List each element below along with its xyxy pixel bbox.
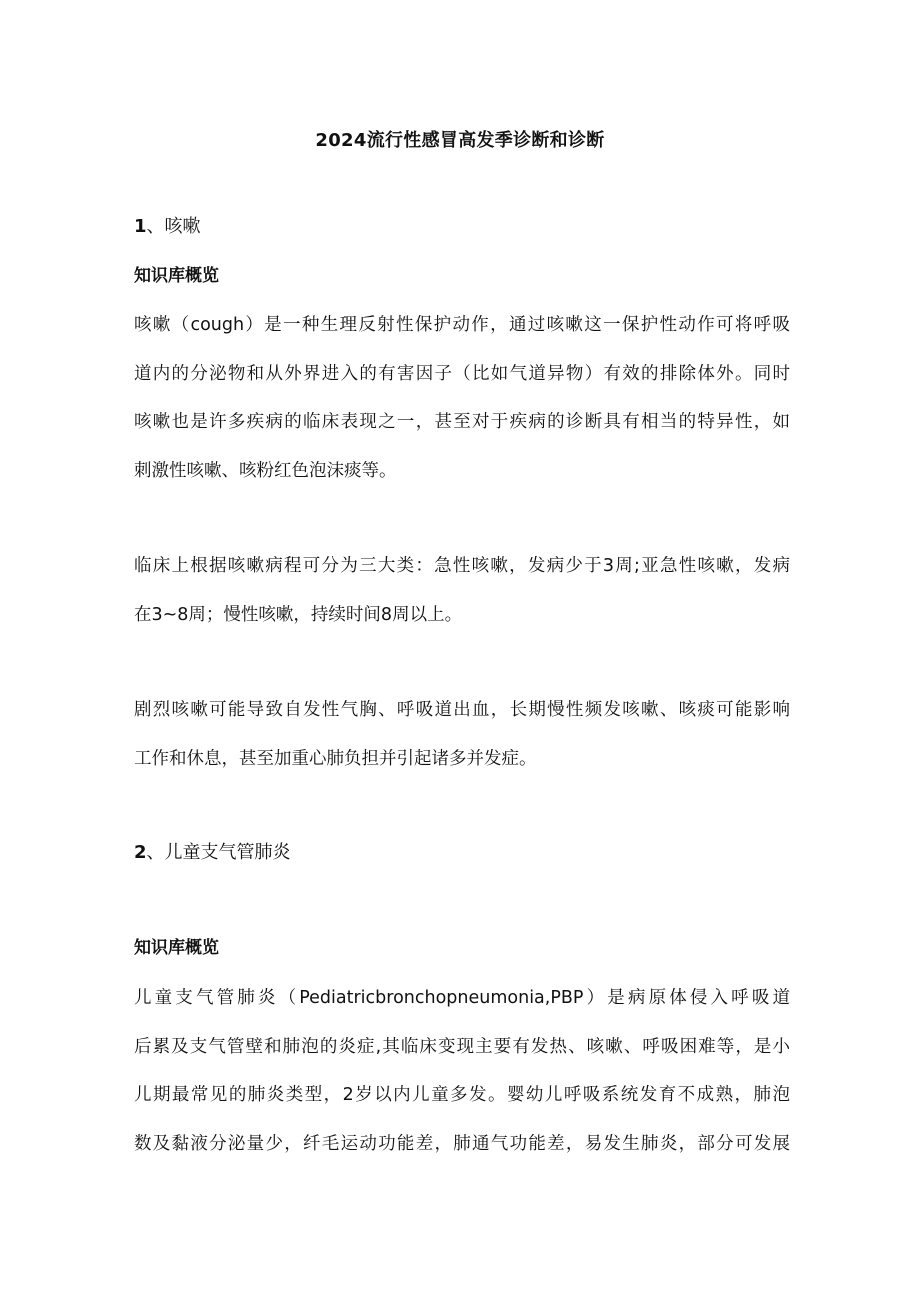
section-1-subheading: 知识库概览 (134, 266, 219, 286)
section-1-title: 、咳嗽 (146, 216, 201, 237)
paragraph-line: 在3~8周；慢性咳嗽，持续时间8周以上。 (134, 604, 463, 625)
section-2-paragraph-1 (134, 974, 790, 1168)
paragraph-line: 刺激性咳嗽、咳粉红色泡沫痰等。 (134, 460, 397, 481)
paragraph-line: 数及黏液分泌量少，纤毛运动功能差，肺通气功能差，易发生肺炎，部分可发展 (134, 1133, 790, 1154)
paragraph-line: 后累及支气管壁和肺泡的炎症,其临床变现主要有发热、咳嗽、呼吸困难等，是小 (134, 1036, 790, 1057)
section-2-title: 、儿童支气管肺炎 (146, 842, 291, 863)
section-1-heading (134, 213, 201, 241)
section-2-heading (134, 839, 291, 867)
section-2-subheading: 知识库概览 (134, 938, 219, 958)
section-2-number: 2 (134, 842, 147, 863)
paragraph-line: 儿童支气管肺炎（Pediatricbronchopneumonia,PBP）是病原体侵入呼吸道 (134, 988, 790, 1008)
paragraph-line: 工作和休息，甚至加重心肺负担并引起诸多并发症。 (134, 748, 537, 769)
section-1-paragraph-2 (134, 542, 790, 639)
section-1-number: 1 (134, 216, 147, 237)
paragraph-line: 儿期最常见的肺炎类型，2岁以内儿童多发。婴幼儿呼吸系统发育不成熟，肺泡 (134, 1085, 790, 1105)
paragraph-line: 临床上根据咳嗽病程可分为三大类：急性咳嗽，发病少于3周;亚急性咳嗽，发病 (134, 556, 790, 576)
document-title: 2024流行性感冒高发季诊断和诊断 (315, 130, 605, 151)
paragraph-line: 咳嗽也是许多疾病的临床表现之一，甚至对于疾病的诊断具有相当的特异性，如 (134, 412, 790, 432)
paragraph-line: 道内的分泌物和从外界进入的有害因子（比如气道异物）有效的排除体外。同时 (134, 363, 790, 384)
paragraph-line: 剧烈咳嗽可能导致自发性气胸、呼吸道出血，长期慢性频发咳嗽、咳痰可能影响 (134, 700, 790, 720)
section-1-paragraph-1 (134, 301, 790, 495)
paragraph-line: 咳嗽（cough）是一种生理反射性保护动作，通过咳嗽这一保护性动作可将呼吸 (134, 315, 790, 335)
section-1-paragraph-3 (134, 686, 790, 783)
